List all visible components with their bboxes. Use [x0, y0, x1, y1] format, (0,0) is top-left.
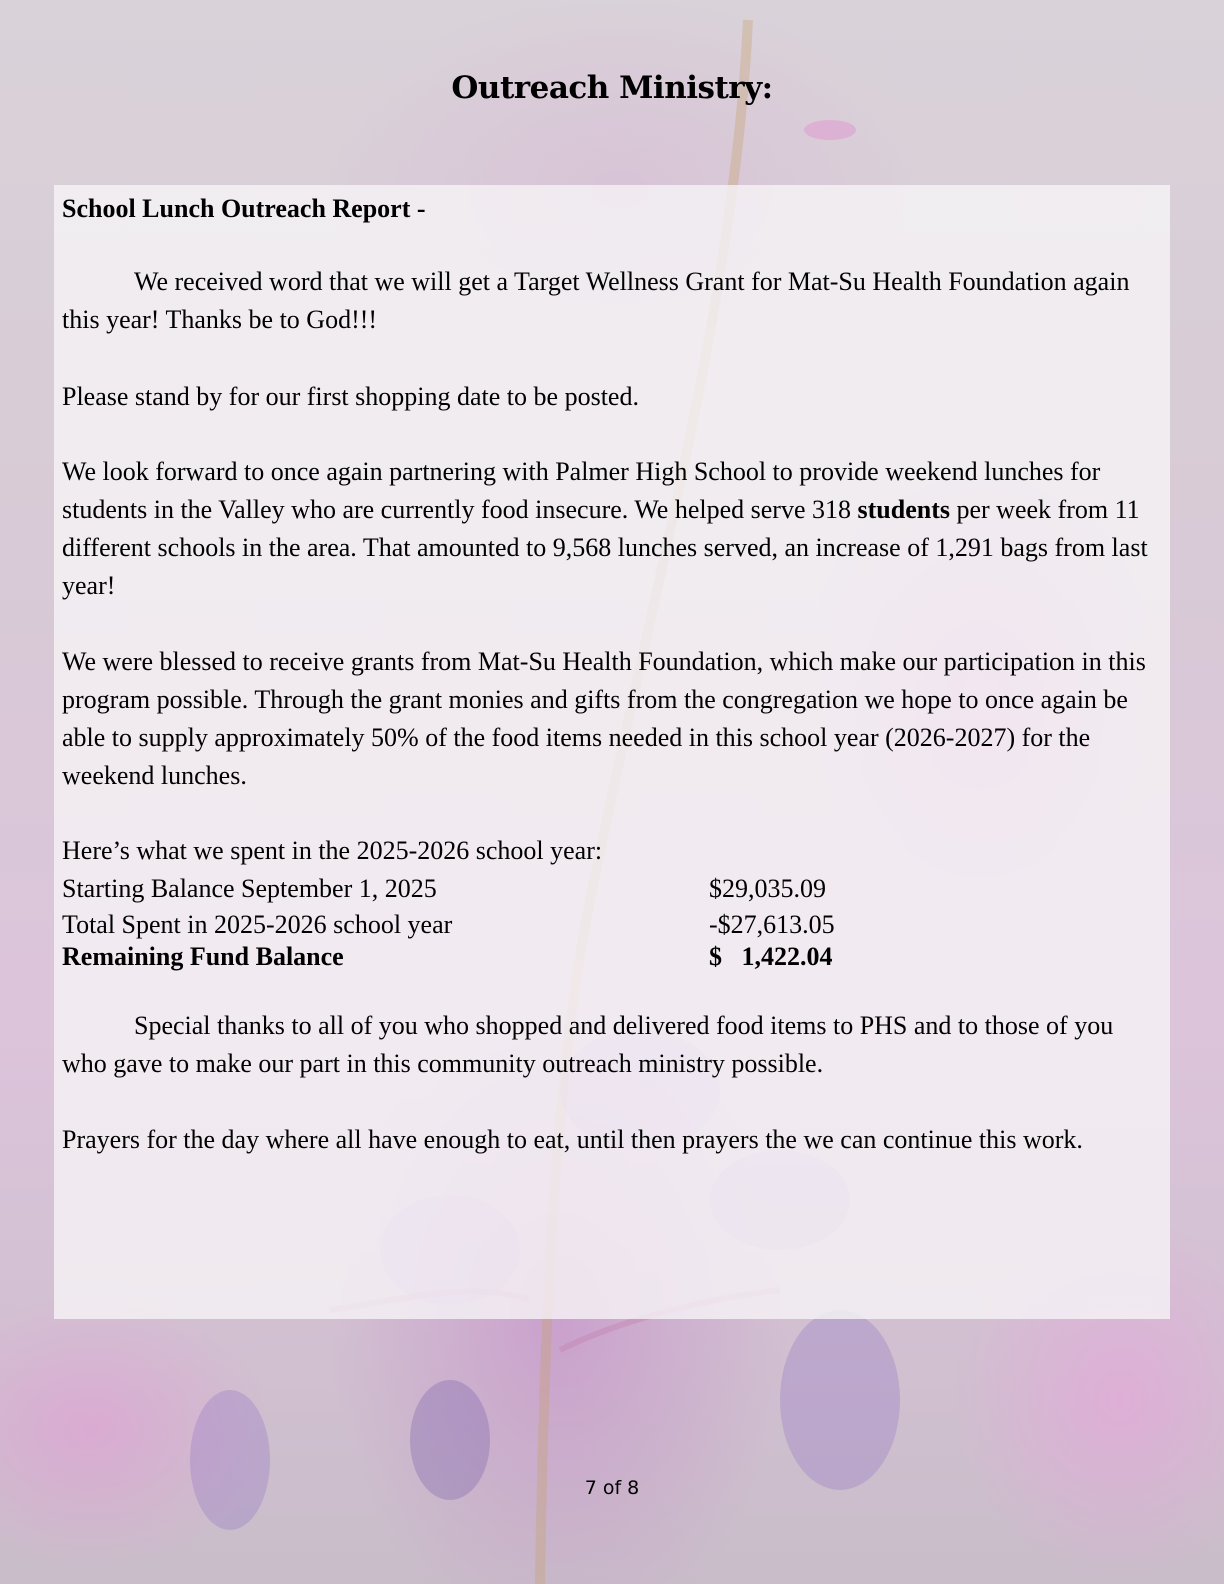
page-number: 7 of 8: [584, 1477, 640, 1499]
paragraph-partnership-text-1: We look forward to once again partnering with Palmer High School to provide weekend lunches for students in the Valley who are currently food insecure. We helped serve 318: [62, 457, 1101, 524]
starting-balance-label: Starting Balance September 1, 2025: [62, 874, 437, 903]
starting-balance-row: [62, 873, 1162, 907]
total-spent-label: Total Spent in 2025-2026 school year: [62, 910, 453, 939]
remaining-balance-row: [62, 941, 1162, 975]
paragraph-grants: We were blessed to receive grants from Mat-Su Health Foundation, which make our participation in this program possible. Through the grant monies and gifts from the congregation we hope to once again be able to supply approximately 50% of the food items needed in this school year (2026-2027) for the weekend lunches.: [62, 647, 1146, 790]
total-spent-row: [62, 909, 1162, 943]
paragraph-grant-news: We received word that we will get a Target Wellness Grant for Mat-Su Health Foundation again this year! Thanks be to God!!!: [62, 267, 1130, 334]
paragraph-prayers: Prayers for the day where all have enough to eat, until then prayers the we can continue this work.: [62, 1125, 1083, 1154]
report-heading: School Lunch Outreach Report -: [62, 194, 426, 223]
total-spent-value: -$27,613.05: [709, 910, 835, 939]
paragraph-spending-intro: Here’s what we spent in the 2025-2026 school year:: [62, 836, 603, 865]
paragraph-shopping-date: Please stand by for our first shopping date to be posted.: [62, 382, 639, 411]
remaining-balance-label: Remaining Fund Balance: [62, 942, 344, 971]
students-emphasis: students: [857, 495, 950, 524]
paragraph-partnership-text-2: per week from 11 different schools in the area. That amounted to 9,568 lunches served, an increase of 1,291 bags from last year!: [62, 495, 1148, 600]
page-title: Outreach Ministry:: [451, 70, 773, 106]
report-panel: [54, 185, 1170, 1319]
remaining-balance-value: $ 1,422.04: [709, 942, 833, 971]
starting-balance-value: $29,035.09: [709, 874, 826, 903]
paragraph-partnership: [62, 453, 1162, 605]
paragraph-thanks: Special thanks to all of you who shopped and delivered food items to PHS and to those of you who gave to make our part in this community outreach ministry possible.: [62, 1011, 1114, 1078]
